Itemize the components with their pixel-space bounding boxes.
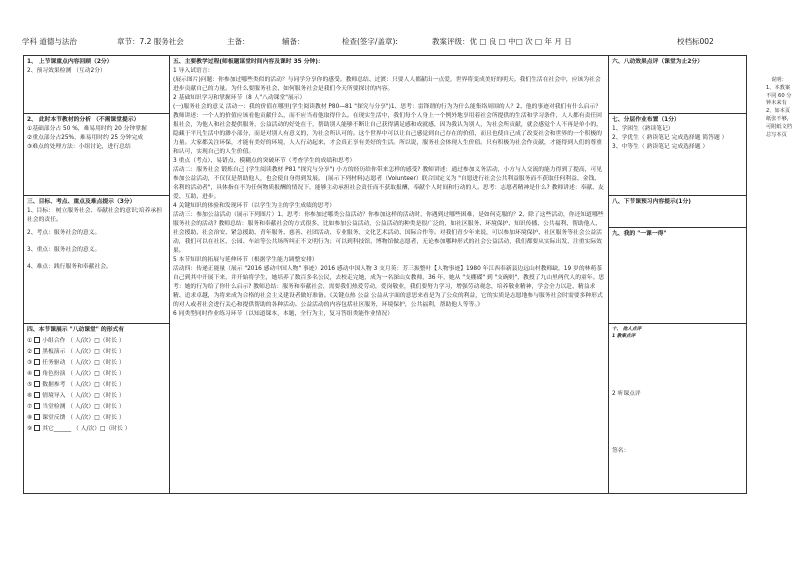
eight-forms-section <box>24 324 170 494</box>
homework-item: 1、学困生（熟读笔记） <box>612 125 674 132</box>
goal-item: 2、考点：服务社会的意义。 <box>27 229 101 236</box>
homework-title: 七、分层作业布置（1分） <box>612 117 680 123</box>
side-note-item: 2、如本页纸张不够，可附纸文档总写本页 <box>766 108 792 138</box>
side-note-title: 说明： <box>771 77 787 83</box>
checkbox[interactable] <box>34 348 40 354</box>
homework-item: 2、学优生（ 熟读笔记 完成选择题 简答题 ） <box>612 134 728 141</box>
effect-review-title: 六、八动效果点评（课堂为止2分） <box>612 59 703 65</box>
process-title: 五、主要教学过程(师板题谋堂时间内容及课时 35 分钟)： <box>173 59 324 65</box>
checkbox[interactable] <box>34 370 40 376</box>
process-para: 活动四：传递正能量（展示 "2016 感动中国人物" 事迹）2016 感动中国人物 3 支月英：芳三振整叶【人物事迹】1980 年江西奉新县边远山村教师缺，19 岁的林萌茶自己到其中开展下来，并开始将学生，她培养了数百多名公民，去校走完她，成为一名深山女教师，36 年，她从 "支棚碟" 到 "支碗奶"，教授了九山里两代人的童年。思考：她的行为给了你什么启示? 教师总结：服务和奉献社会，需要我们热爱劳动，爱岗敬业，我们要努力学习，增强劳动观念，培养敬业精神，学会全力以赴、精益求精、追求卓越，为将来成为合格的社会主义建设者做好准备。《关键点热 公益 公益从字面的意思来看是为了公众的利益，它的实质是志愿地参与服务社会时需要多种形式的对人或者社会进行关心和提供帮助的各种活动。公益活动的内容包括社区服务，环境保护，公共福利，帮助他人等等。》 <box>173 265 605 308</box>
next-preview-section <box>609 196 747 324</box>
material-analysis-title: 2、 此时本节教材的分析 （不需课堂提示） <box>27 117 140 123</box>
assistant-label: 辅备： <box>282 37 305 46</box>
material-item: ③难点的处理方法：小组讨论，进行总结 <box>27 143 131 150</box>
review-section <box>24 56 170 114</box>
chapter-label: 章节：7.2 服务社会 <box>117 37 184 46</box>
activity-row: ⑧ 课堂反馈 （ 人/次）□（时长 ） <box>27 414 125 421</box>
subject-label: 学科 道德与法治 <box>22 37 77 46</box>
effect-review-section <box>609 56 747 114</box>
observation-review: 2 听课点评 <box>612 391 641 398</box>
preview-check: 2、预习效果检测 （互动2分） <box>27 67 106 74</box>
checkbox[interactable] <box>34 414 40 420</box>
activity-row: ⑦ 当堂检测 （ 人/次）□（时长 ） <box>27 403 125 410</box>
material-item: ②重点部分占25%，难易用时约 25 分钟完成 <box>27 134 144 141</box>
goal-item: 4、难点：践行服务和奉献社会。 <box>27 263 112 270</box>
checkbox[interactable] <box>34 425 40 431</box>
activity-row: ⑥ 情境导入 （ 人/次）□（时长 ） <box>27 392 125 399</box>
checkbox[interactable] <box>34 392 40 398</box>
rating-label: 教案评级：优 □ 良 □ 中□ 次 □ 年 月 日 <box>432 37 572 46</box>
process-para: 6 同类型同时作业练习环节（以知道课本，本题，全行为主，复习答组类能作业情况） <box>173 310 394 317</box>
process-para: (展示图片)问题：你参加过哪些类似的活动？与同学分享你的感受。教师总结、过渡：只要人人都献出一点爱，世界将变成美好的明天。我们生活在社会中，应该为社会进步贡献自己的力量。为什么要服务社会、如何服务社会是我们今天所要探讨的内容。 <box>173 76 601 92</box>
review-title: 1、 上节课重点内容回顾（2分） <box>27 59 113 65</box>
side-note-item: 1、本教案不同 60 分钟未来有 <box>766 84 792 107</box>
header-row <box>22 36 762 48</box>
activity-row: ③ 任务驱动 （ 人/次）□（时长 ） <box>27 359 125 366</box>
activity-row: ① 小组合作 （ 人/次）□（时长 ） <box>27 337 125 344</box>
goal-item: 3、重点：服务社会的意义。 <box>27 246 101 253</box>
checkbox[interactable] <box>34 403 40 409</box>
eight-forms-title: 四、本节课展示 "八动课堂" 的形式有 <box>27 327 125 333</box>
goals-title: 三、目标、考点、重点及难点提示（3分） <box>27 199 136 205</box>
process-para: 4 关键知识的体验和发现环节（以学生为主的学生成绩的思考） <box>173 202 336 209</box>
homework-item: 3、中等生（ 熟读笔记 完成选择题 ） <box>612 143 709 150</box>
goal-item: 1、目标： 树立服务社会、奉献社会的意识;培养承担社会的责任。 <box>27 207 163 223</box>
activity-row: ⑤ 数据参考 （ 人/次）□（时长 ） <box>27 381 125 388</box>
process-para: 3 重点（考点）、易错点、模糊点的突破环节（考查学生的成绩和思考） <box>173 157 356 164</box>
lesson-plan-review: 1 教案点评 <box>612 334 636 340</box>
process-para: 活动三：参加公益活动（展示下列图片）1、思考：你参加过哪类公益活动？你参加这样的活动时，你遇到过哪些困难，是如何克服的？2、除了这些活动，你还知道哪些服务社会的活动? 教师总结：服务和奉献社会的方式很多，比如参加公益活动，公益活动的种类是很广泛的，如社区服务、环境保护、知识传播、公共福利、帮助他人、社会援助、社会治安、紧急援助、青年服务、慈善、社团活动、专业服务、文化艺术活动、国际合作等。对我们青少年来说，可以参加环境保护、社区服务等社会公益活动，我们可以在社区、公园、车站等公共场所纠正不文明行为；可以到科技馆、博物馆做志愿者，无论参加哪种形式的社会公益活动，我们都要从实际出发，注重实际效果。 <box>173 211 604 254</box>
process-para: 1 导入试语言： <box>173 67 214 74</box>
material-item: ①基础部分占 50 %，难易用时约 20 分钟掌握 <box>27 125 147 132</box>
process-para: 2 基础知识学习和掌握环节（8 人"八动课堂"展示） <box>173 94 306 101</box>
check-label: 检查(签字/盖章): <box>342 37 398 46</box>
archive-code: 校档标002 <box>677 37 714 46</box>
preparer-label: 主备： <box>227 37 250 46</box>
material-analysis-section <box>24 114 170 196</box>
next-preview-title: 八、下节课预习内容提示(1分) <box>612 199 691 205</box>
peer-review-title: 十、 他人点评 <box>612 327 642 332</box>
teaching-process <box>170 56 609 494</box>
homework-section <box>609 114 747 196</box>
peer-review-section <box>609 324 747 494</box>
process-para: (一)服务社会的意义 活动一：我的价值在哪里(学生阅读教材 P80—81 "探究与分享")1、思考：雷锋谓的行为为什么能集络周围的人？2、他的事迹对我们有什么启示？教师讲述：一个人的价值应该看他贡献什么，而不应当看他取得什么。在现实生活中，我们每个人身上一个例外地享用着社会所提供的生活和学习条件，人人都有责任回报社会，为他人和社会提供服务，公益活动的好处在于，帮助别人能够不断让自己获得满足感和成就感，因为我认为别人，为社会所贡献，就会感觉个人不再是单小的，隐藏于平凡生活中的渺小部分，而是对别人有意义的，为社会所认可的。这个世界中可以让自己感觉到自己存在的价值，而且也使自己成了改变社会和世界的一个积极的力量。大家都关注环保，才能有美好的环境，人人行动起来，才会真正享有美好的生活。所以说，服务社会体现人生价值。只有积极为社会作贡献，才能得到人们的尊重和认可，实现自己的人生价值。 <box>173 103 602 155</box>
one-lesson-title: 九、我的 "一课一得" <box>609 227 746 241</box>
process-para: 活动二：服务社会 锻炼自己 (学生阅读教材 P81 "探究与分享") 小方的经历给你带来怎样的感受? 教师讲述：通过参加义务活动，小方与人交流的能力得到了提高，可见参加公益活动，不仅仅是帮助他人，也会使自身得到发展。 (展示下列材料)志愿者（Volunteer）联合国定义为 "自愿进行社会公共利益服务而不获取任何利益、金钱、名利的活动者"，具体指在不为任何物质报酬的情况下，能够主动承担社会责任而不获取报酬，奉献个人时间和行动的人。思考：志愿者精神是什么? 教师讲述：奉献、友爱、互助、进步。 <box>173 166 604 200</box>
process-para: 5 本节知识的拓展与延伸环节（根据学生能力调整安排） <box>173 256 318 263</box>
goals-section <box>24 196 170 324</box>
activity-row: ④ 角色扮演 （ 人/次）□（时长 ） <box>27 370 125 377</box>
signature-label: 签名： <box>612 448 630 455</box>
checkbox[interactable] <box>34 359 40 365</box>
activity-row: ② 黑板演示 （ 人/次）□（时长 ） <box>27 348 125 355</box>
lesson-plan-table <box>23 55 747 494</box>
checkbox[interactable] <box>34 381 40 387</box>
side-note <box>766 77 792 139</box>
checkbox[interactable] <box>34 337 40 343</box>
activity-row: ⑨ 其它______ （ 人/次）□（时长 ） <box>27 425 131 432</box>
